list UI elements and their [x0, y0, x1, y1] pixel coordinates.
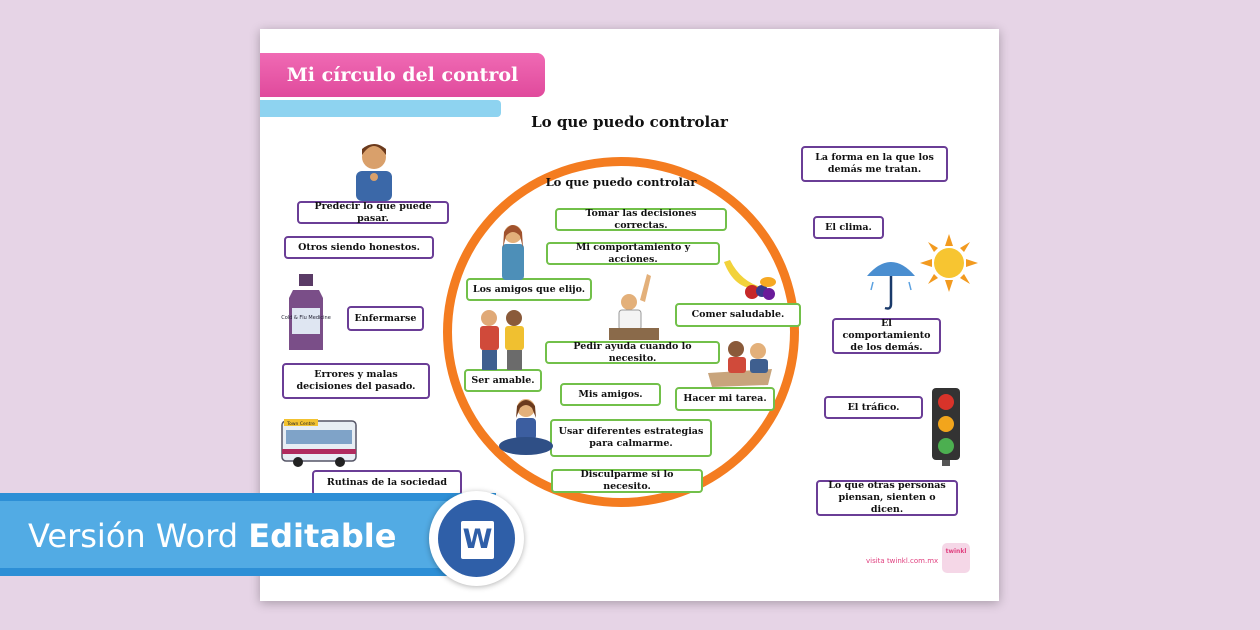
inside-item: Ser amable. [464, 369, 542, 392]
umbrella-icon [863, 254, 919, 312]
banner-text: Versión Word [28, 517, 239, 555]
outside-right-item: El tráfico. [824, 396, 923, 419]
outside-left-item: Errores y malas decisiones del pasado. [282, 363, 430, 399]
inside-item: Disculparme si lo necesito. [551, 469, 703, 493]
circle-title: Lo que puedo controlar [545, 175, 697, 189]
outside-left-item: Enfermarse [347, 306, 424, 331]
two-boys-icon [472, 306, 532, 372]
word-document-icon [461, 521, 494, 559]
girl-thinking-icon [350, 137, 398, 201]
twinkl-logo [942, 543, 970, 573]
inside-item: Pedir ayuda cuando lo necesito. [545, 341, 720, 364]
inside-item: Hacer mi tarea. [675, 387, 775, 411]
word-icon[interactable] [429, 491, 524, 586]
medicine-bottle-icon [281, 274, 331, 352]
medicine-label: Cold & Flu Medicine [281, 315, 331, 321]
banner-bold-text: Editable [248, 517, 397, 555]
word-icon-background [438, 500, 515, 577]
inside-item: Tomar las decisiones correctas. [555, 208, 727, 231]
footer-url[interactable]: visita twinkl.com.mx [866, 557, 939, 565]
inside-item: Usar diferentes estrategias para calmarme. [550, 419, 712, 457]
banner-label [28, 507, 396, 565]
girl-phone-icon [496, 222, 530, 280]
word-letter: W [462, 524, 493, 555]
outside-right-item: Lo que otras personas piensan, sienten o dicen. [816, 480, 958, 516]
title-banner [260, 53, 545, 97]
kids-homework-icon [708, 339, 772, 389]
outside-left-item: Rutinas de la sociedad [312, 470, 462, 496]
fruit-icon [722, 258, 778, 302]
outside-right-item: El comportamiento de los demás. [832, 318, 941, 354]
twinkl-logo-text: twinkl [945, 548, 967, 555]
inside-item: Mis amigos. [560, 383, 661, 406]
worksheet-heading: Lo que puedo controlar [531, 113, 728, 131]
outside-right-item: El clima. [813, 216, 884, 239]
sun-icon [920, 234, 978, 292]
page-title: Mi círculo del control [286, 64, 519, 86]
boy-raising-hand-icon [607, 272, 661, 342]
outside-right-item: La forma en la que los demás me tratan. [801, 146, 948, 182]
bus-icon [280, 417, 358, 469]
meditation-icon [498, 396, 554, 458]
inside-item: Los amigos que elijo. [466, 278, 592, 301]
inside-item: Mi comportamiento y acciones. [546, 242, 720, 265]
bus-sign: Town Centre [287, 422, 315, 427]
inside-item: Comer saludable. [675, 303, 801, 327]
outside-left-item: Otros siendo honestos. [284, 236, 434, 259]
outside-left-item: Predecir lo que puede pasar. [297, 201, 449, 224]
traffic-light-icon [929, 388, 963, 466]
